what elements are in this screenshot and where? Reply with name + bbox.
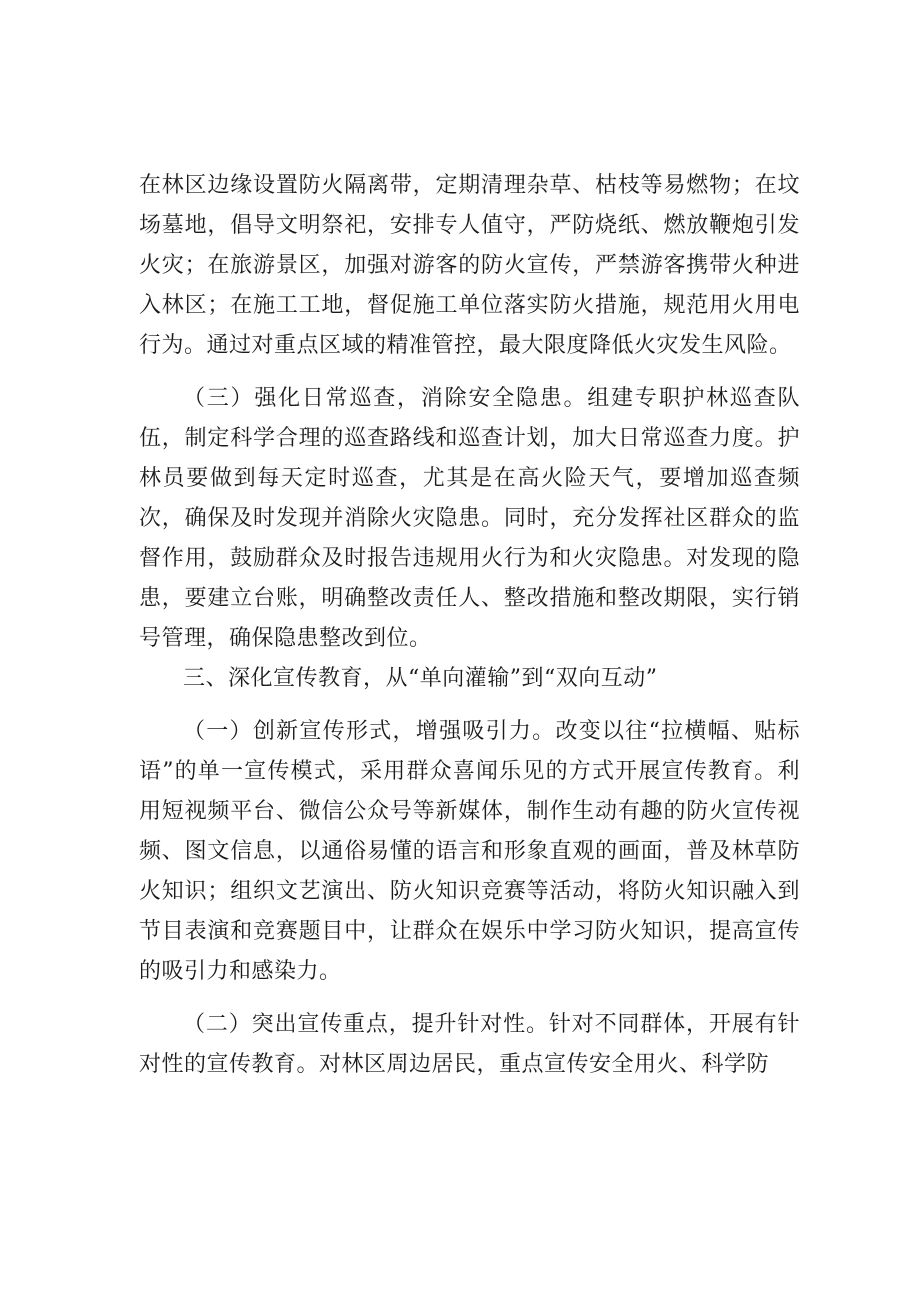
paragraph-targeted-publicity: （二）突出宣传重点，提升针对性。针对不同群体，开展有针对性的宣传教育。对林区周边居民，重点宣传安全用火、科学防: [139, 1012, 800, 1077]
paragraph-key-areas-continued: 在林区边缘设置防火隔离带，定期清理杂草、枯枝等易燃物；在坟场墓地，倡导文明祭祀，安排专人值守，严防烧纸、燃放鞭炮引发火灾；在旅游景区，加强对游客的防火宣传，严禁游客携带火种进入林区；在施工工地，督促施工单位落实防火措施，规范用火用电行为。通过对重点区域的精准管控，最大限度降低火灾发生风险。: [139, 173, 800, 358]
paragraph-innovate-publicity: （一）创新宣传形式，增强吸引力。改变以往“拉横幅、贴标语”的单一宣传模式，采用群众喜闻乐见的方式开展宣传教育。利用短视频平台、微信公众号等新媒体，制作生动有趣的防火宣传视频、图文信息，以通俗易懂的语言和形象直观的画面，普及林草防火知识；组织文艺演出、防火知识竞赛等活动，将防火知识融入到节目表演和竞赛题目中，让群众在娱乐中学习防火知识，提高宣传的吸引力和感染力。: [139, 719, 800, 984]
section-heading-publicity: 三、深化宣传教育，从“单向灌输”到“双向互动”: [183, 666, 658, 691]
document-body: [139, 166, 800, 1085]
paragraph-daily-patrol: （三）强化日常巡查，消除安全隐患。组建专职护林巡查队伍，制定科学合理的巡查路线和巡查计划，加大日常巡查力度。护林员要做到每天定时巡查，尤其是在高火险天气，要增加巡查频次，确保及时发现并消除火灾隐患。同时，充分发挥社区群众的监督作用，鼓励群众及时报告违规用火行为和火灾隐患。对发现的隐患，要建立台账，明确整改责任人、整改措施和整改期限，实行销号管理，确保隐患整改到位。: [139, 386, 800, 651]
